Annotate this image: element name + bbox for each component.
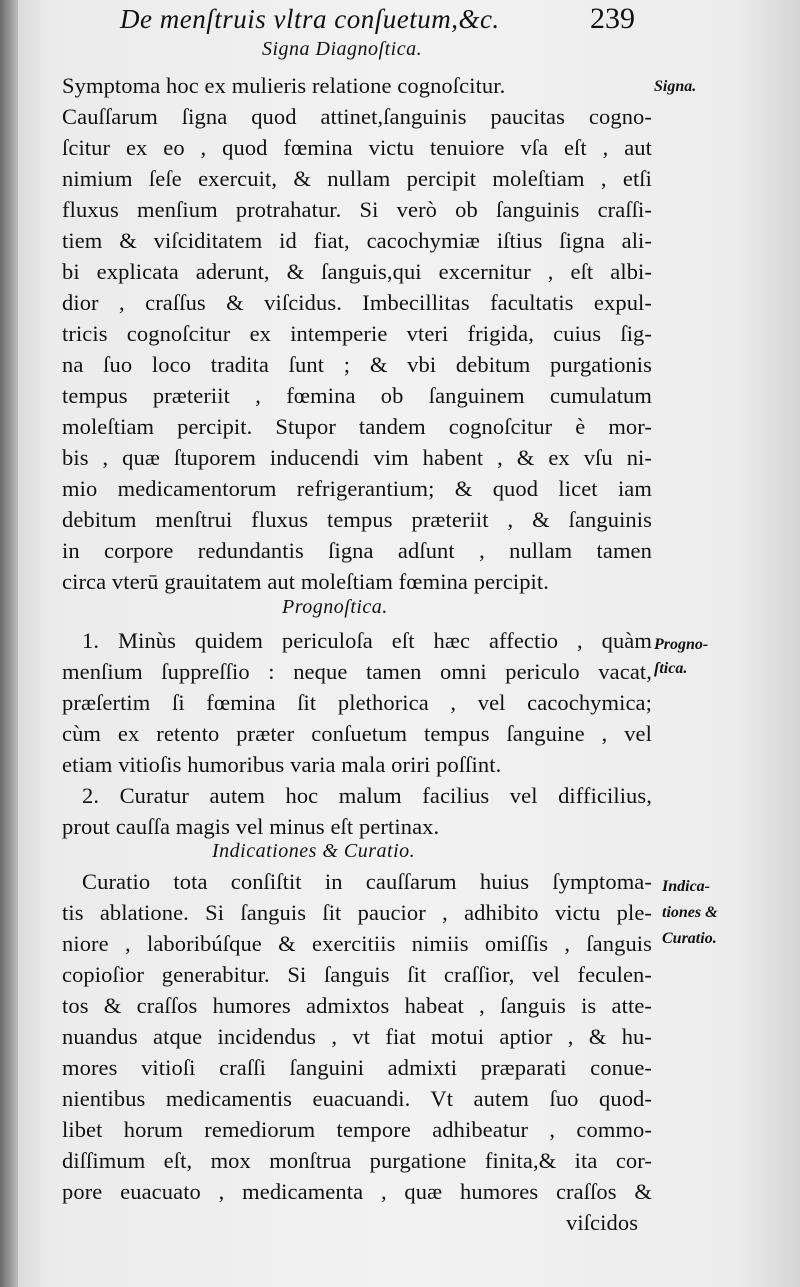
text-line: prout cauſſa magis vel minus eſt pertinax. [62, 814, 440, 839]
text-line: circa vterū grauitatem aut moleſtiam fœmina percipit. [62, 569, 549, 594]
section-heading-signa: Signa Diagnoſtica. [262, 38, 423, 60]
text-line: mio medicamentorum refrigerantium; & quod licet iam [62, 476, 652, 501]
text-line: na ſuo loco tradita ſunt ; & vbi debitum purgationis [62, 352, 652, 377]
text-line: tiem & viſciditatem id fiat, cacochymiæ iſtius ſigna ali- [62, 228, 652, 253]
catchword: viſcidos [566, 1210, 639, 1235]
text-line: moleſtiam percipit. Stupor tandem cognoſcitur è mor- [62, 414, 652, 439]
text-line: cùm ex retento præter conſuetum tempus ſanguine , vel [62, 721, 652, 746]
text-line: mores vitioſi craſſi ſanguini admixti præparati conue- [62, 1055, 652, 1080]
text-line: pore euacuato , medicamenta , quæ humores craſſos & [62, 1179, 652, 1204]
text-line: tis ablatione. Si ſanguis ſit paucior , adhibito victu ple- [62, 900, 652, 925]
text-line: dior , craſſus & viſcidus. Imbecillitas facultatis expul- [62, 290, 652, 315]
margin-note-indicationes-line-3: Curatio. [662, 930, 717, 947]
text-line: nuandus atque incidendus , vt fiat motui aptior , & hu- [62, 1024, 652, 1049]
margin-note-indicationes-line-2: tiones & [662, 904, 718, 921]
text-line: tempus præteriit , fœmina ob ſanguinem cumulatum [62, 383, 652, 408]
text-line: nimium ſeſe exercuit, & nullam percipit moleſtiam , etſi [62, 166, 652, 191]
margin-note-prognostica-line-2: ſtica. [654, 660, 688, 677]
text-line: menſium ſuppreſſio : neque tamen omni periculo vacat, [62, 659, 652, 684]
section-heading-prognostica: Prognoſtica. [282, 596, 388, 618]
text-line: Cauſſarum ſigna quod attinet,ſanguinis paucitas cogno- [62, 104, 652, 129]
running-head: De menſtruis vltra conſuetum,&c. [120, 4, 500, 34]
text-line: libet horum remediorum tempore adhibeatur , commo- [62, 1117, 652, 1142]
text-line: in corpore redundantis ſigna adſunt , nullam tamen [62, 538, 652, 563]
text-line: bi explicata aderunt, & ſanguis,qui excernitur , eſt albi- [62, 259, 652, 284]
text-line: bis , quæ ſtuporem inducendi vim habent , & ex vſu ni- [62, 445, 652, 470]
page-gutter-shadow [0, 0, 18, 1287]
text-line: Symptoma hoc ex mulieris relatione cognoſcitur. [62, 73, 506, 98]
text-line: etiam vitioſis humoribus varia mala oriri poſſint. [62, 752, 502, 777]
page-number: 239 [590, 2, 635, 35]
text-line: ſcitur ex eo , quod fœmina victu tenuiore vſa eſt , aut [62, 135, 652, 160]
text-line: præſertim ſi fœmina ſit plethorica , vel cacochymica; [62, 690, 652, 715]
text-line: fluxus menſium protrahatur. Si verò ob ſanguinis craſſi- [62, 197, 652, 222]
text-line: 2. Curatur autem hoc malum facilius vel difficilius, [82, 783, 652, 808]
text-line: nientibus medicamentis euacuandi. Vt autem ſuo quod- [62, 1086, 652, 1111]
text-line: copioſior generabitur. Si ſanguis ſit craſſior, vel feculen- [62, 962, 652, 987]
margin-note-indicationes-line-1: Indica- [662, 878, 710, 895]
margin-note-prognostica-line-1: Progno- [654, 636, 709, 653]
text-line: 1. Minùs quidem periculoſa eſt hæc affectio , quàm [82, 628, 652, 653]
text-line: debitum menſtrui fluxus tempus præteriit , & ſanguinis [62, 507, 652, 532]
text-line: niore , laboribúſque & exercitiis nimiis omiſſis , ſanguis [62, 931, 652, 956]
text-line: tricis cognoſcitur ex intemperie vteri frigida, cuius ſig- [62, 321, 652, 346]
section-heading-indicationes: Indicationes & Curatio. [212, 840, 416, 862]
text-line: diſſimum eſt, mox monſtrua purgatione finita,& ita cor- [62, 1148, 652, 1173]
text-line: Curatio tota conſiſtit in cauſſarum huius ſymptoma- [82, 869, 652, 894]
text-line: tos & craſſos humores admixtos habeat , ſanguis is atte- [62, 993, 652, 1018]
margin-note-signa: Signa. [654, 78, 697, 95]
